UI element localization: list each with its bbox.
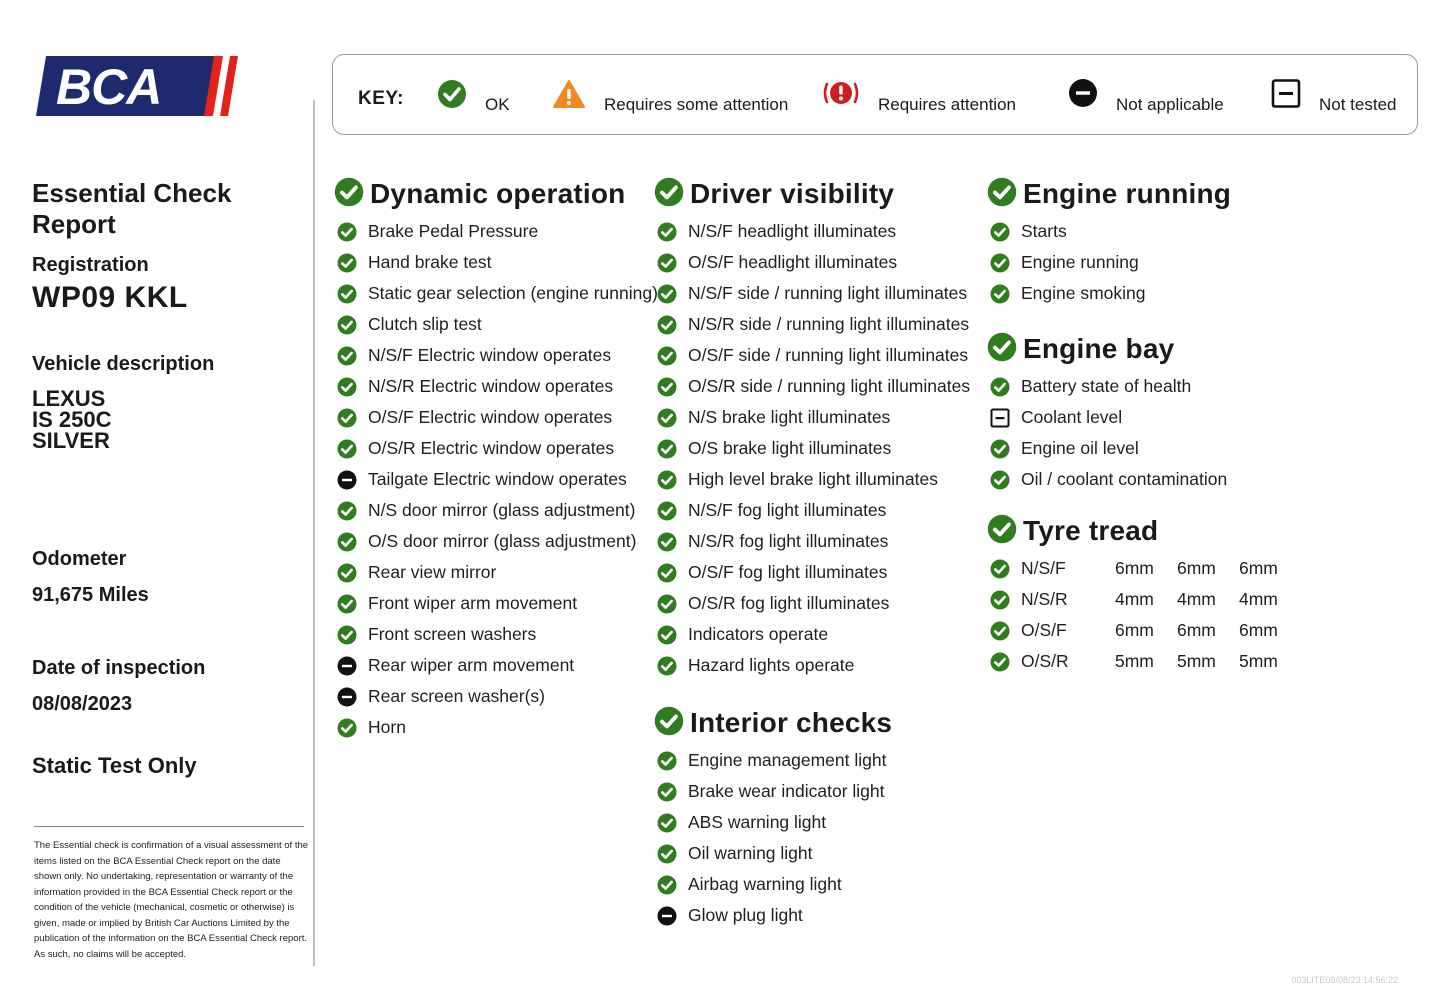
minus-square-icon xyxy=(1271,79,1301,114)
check-item-label: Engine management light xyxy=(688,750,887,770)
check-item xyxy=(654,278,970,309)
check-item-label: Starts xyxy=(1021,221,1067,241)
column-divider xyxy=(313,100,315,966)
check-item xyxy=(334,650,658,681)
inspection-date-label: Date of inspection xyxy=(32,657,206,679)
tyre-position: N/S/R xyxy=(1021,589,1068,609)
tread-depth: 5mm xyxy=(1115,651,1154,671)
check-item xyxy=(654,247,970,278)
check-item xyxy=(654,526,970,557)
check-icon xyxy=(657,625,677,645)
check-item-label: Oil / coolant contamination xyxy=(1021,469,1228,489)
odometer-value: 91,675 Miles xyxy=(32,584,149,606)
check-item xyxy=(654,464,970,495)
check-icon xyxy=(990,377,1010,397)
footer-code: 003LITE08/08/23 14:56:22 xyxy=(1291,975,1398,985)
check-item-label: O/S/F fog light illuminates xyxy=(688,562,888,582)
check-icon xyxy=(657,253,677,273)
disclaimer-text: The Essential check is confirmation of a visual assessment of the items listed on the BCA Essential Check report on the date shown only. No undertaking, representation or warranty of the information provided in the BCA Essential Check report or the condition of the vehicle (mechanical, cosmetic or otherwise) is given, made or implied by British Car Auctions Limited by the publication of the information on the BCA Essential Check report. As such, no claims will be accepted. xyxy=(34,840,309,960)
check-item-label: N/S/F side / running light illuminates xyxy=(688,283,968,303)
item-list xyxy=(987,371,1227,495)
check-item-label: Front screen washers xyxy=(368,624,537,644)
section-dynamic-operation xyxy=(334,176,658,743)
odometer-label: Odometer xyxy=(32,548,127,570)
key-ok-label: OK xyxy=(485,94,510,114)
section-engine-bay xyxy=(987,331,1227,495)
check-item xyxy=(334,712,658,743)
check-icon xyxy=(990,652,1010,672)
check-item-label: Engine running xyxy=(1021,252,1139,272)
check-item xyxy=(654,309,970,340)
check-icon xyxy=(337,222,357,242)
check-item xyxy=(654,495,970,526)
warning-triangle-icon xyxy=(552,79,586,114)
alert-circle-icon xyxy=(822,79,860,114)
tread-depth: 4mm xyxy=(1115,589,1154,609)
check-item xyxy=(334,433,658,464)
check-item xyxy=(334,464,658,495)
check-icon xyxy=(657,751,677,771)
svg-text:BCA: BCA xyxy=(56,59,162,115)
tyre-row xyxy=(987,553,1301,584)
check-item-label: Engine oil level xyxy=(1021,438,1139,458)
check-item-label: O/S/R fog light illuminates xyxy=(688,593,890,613)
section-engine-running xyxy=(987,176,1231,309)
check-item xyxy=(654,776,892,807)
status-key xyxy=(332,54,1418,135)
check-item-label: O/S/R Electric window operates xyxy=(368,438,615,458)
tread-depth: 6mm xyxy=(1239,620,1278,640)
minus-circle-icon xyxy=(337,687,357,707)
inspection-date-value: 08/08/2023 xyxy=(32,693,133,715)
item-list xyxy=(987,216,1231,309)
check-item-label: N/S/R side / running light illuminates xyxy=(688,314,970,334)
check-icon xyxy=(337,501,357,521)
check-icon xyxy=(337,377,357,397)
tyre-position: O/S/R xyxy=(1021,651,1069,671)
check-item-label: N/S brake light illuminates xyxy=(688,407,891,427)
section-title: Interior checks xyxy=(690,707,893,738)
check-item-label: N/S/F fog light illuminates xyxy=(688,500,887,520)
check-icon xyxy=(437,79,467,114)
check-icon xyxy=(337,594,357,614)
check-item xyxy=(334,402,658,433)
check-item-label: Clutch slip test xyxy=(368,314,482,334)
check-item xyxy=(654,402,970,433)
check-icon xyxy=(337,408,357,428)
check-icon xyxy=(657,563,677,583)
check-item-label: Tailgate Electric window operates xyxy=(368,469,627,489)
check-item xyxy=(654,745,892,776)
key-not-tested xyxy=(1271,79,1397,114)
key-not-tested-label: Not tested xyxy=(1319,94,1397,114)
check-icon xyxy=(337,284,357,304)
check-item-label: O/S door mirror (glass adjustment) xyxy=(368,531,637,551)
section-title: Dynamic operation xyxy=(370,178,626,209)
check-icon xyxy=(657,315,677,335)
check-item xyxy=(987,216,1231,247)
minus-circle-icon xyxy=(337,470,357,490)
tyre-list xyxy=(987,553,1301,677)
check-item xyxy=(654,900,892,931)
check-item xyxy=(334,495,658,526)
item-list xyxy=(654,216,970,681)
key-attention xyxy=(822,79,1016,114)
section-title: Tyre tread xyxy=(1023,515,1159,546)
check-icon xyxy=(990,621,1010,641)
check-item-label: Hand brake test xyxy=(368,252,492,272)
check-item xyxy=(334,619,658,650)
check-icon xyxy=(990,559,1010,579)
minus-circle-icon xyxy=(657,906,677,926)
check-item-label: Rear wiper arm movement xyxy=(368,655,575,675)
vehicle-description-label: Vehicle description xyxy=(32,353,215,375)
check-icon xyxy=(337,532,357,552)
section-title: Engine running xyxy=(1023,178,1232,209)
check-icon xyxy=(990,470,1010,490)
check-item-label: Hazard lights operate xyxy=(688,655,855,675)
check-item xyxy=(654,588,970,619)
check-item xyxy=(987,247,1231,278)
item-list xyxy=(334,216,658,743)
check-item-label: O/S/F side / running light illuminates xyxy=(688,345,969,365)
tyre-row xyxy=(987,646,1301,677)
check-icon xyxy=(657,346,677,366)
vehicle-colour: SILVER xyxy=(32,428,110,453)
check-icon xyxy=(657,408,677,428)
key-attention-label: Requires attention xyxy=(878,94,1016,114)
bca-logo xyxy=(34,52,240,120)
check-icon xyxy=(657,284,677,304)
check-item xyxy=(654,619,970,650)
key-ok xyxy=(437,79,510,114)
check-item xyxy=(987,278,1231,309)
check-item xyxy=(654,216,970,247)
check-icon xyxy=(337,439,357,459)
minus-square-icon xyxy=(990,408,1010,428)
check-icon xyxy=(990,284,1010,304)
check-item xyxy=(334,247,658,278)
check-item xyxy=(654,557,970,588)
check-item xyxy=(654,340,970,371)
check-icon xyxy=(657,875,677,895)
check-icon xyxy=(657,470,677,490)
tyre-position: N/S/F xyxy=(1021,558,1066,578)
tread-depth: 5mm xyxy=(1239,651,1278,671)
check-item xyxy=(334,340,658,371)
registration-label: Registration xyxy=(32,254,149,276)
check-item xyxy=(987,433,1227,464)
section-driver-visibility xyxy=(654,176,970,681)
section-check-icon xyxy=(654,177,684,212)
check-item-label: Rear view mirror xyxy=(368,562,497,582)
tread-depth: 5mm xyxy=(1177,651,1216,671)
vehicle-make: LEXUS xyxy=(32,386,106,411)
check-item-label: Rear screen washer(s) xyxy=(368,686,545,706)
check-item-label: Static gear selection (engine running) xyxy=(368,283,658,303)
section-title: Driver visibility xyxy=(690,178,895,209)
report-title: Essential Check Report xyxy=(32,178,232,239)
minus-circle-icon xyxy=(1068,79,1098,114)
check-item-label: Brake wear indicator light xyxy=(688,781,885,801)
check-item xyxy=(987,464,1227,495)
section-check-icon xyxy=(334,177,364,212)
check-item xyxy=(654,869,892,900)
check-item xyxy=(987,371,1227,402)
tread-depth: 6mm xyxy=(1177,620,1216,640)
check-icon xyxy=(657,377,677,397)
tread-depth: 6mm xyxy=(1115,620,1154,640)
check-item xyxy=(334,557,658,588)
section-tyre-tread xyxy=(987,513,1301,677)
check-item xyxy=(334,309,658,340)
check-item xyxy=(987,402,1227,433)
section-check-icon xyxy=(987,332,1017,367)
check-item-label: N/S door mirror (glass adjustment) xyxy=(368,500,636,520)
check-icon xyxy=(657,532,677,552)
check-item xyxy=(654,433,970,464)
check-item xyxy=(334,681,658,712)
tyre-row xyxy=(987,615,1301,646)
check-item xyxy=(334,371,658,402)
check-icon xyxy=(657,813,677,833)
check-icon xyxy=(337,625,357,645)
tyre-position: O/S/F xyxy=(1021,620,1067,640)
check-item-label: Battery state of health xyxy=(1021,376,1192,396)
check-item-label: O/S/F Electric window operates xyxy=(368,407,613,427)
check-item-label: ABS warning light xyxy=(688,812,827,832)
check-icon xyxy=(657,594,677,614)
check-icon xyxy=(990,253,1010,273)
disclaimer-divider xyxy=(34,826,304,827)
check-icon xyxy=(657,782,677,802)
key-not-applicable-label: Not applicable xyxy=(1116,94,1224,114)
check-icon xyxy=(657,501,677,521)
check-item-label: O/S brake light illuminates xyxy=(688,438,892,458)
registration-value: WP09 KKL xyxy=(32,281,188,314)
check-icon xyxy=(990,439,1010,459)
section-check-icon xyxy=(654,706,684,741)
check-icon xyxy=(337,315,357,335)
tread-depth: 4mm xyxy=(1239,589,1278,609)
check-icon xyxy=(657,844,677,864)
tread-depth: 6mm xyxy=(1239,558,1278,578)
tread-depth: 6mm xyxy=(1177,558,1216,578)
key-not-applicable xyxy=(1068,79,1224,114)
check-icon xyxy=(337,718,357,738)
check-icon xyxy=(657,222,677,242)
check-item-label: O/S/F headlight illuminates xyxy=(688,252,898,272)
vehicle-description xyxy=(32,388,112,451)
section-title: Engine bay xyxy=(1023,333,1175,364)
key-label: KEY: xyxy=(358,88,404,109)
section-interior-checks xyxy=(654,705,892,931)
check-item-label: Oil warning light xyxy=(688,843,813,863)
check-item xyxy=(654,650,970,681)
tread-depth: 4mm xyxy=(1177,589,1216,609)
check-item xyxy=(334,278,658,309)
check-item-label: Engine smoking xyxy=(1021,283,1146,303)
check-item-label: Brake Pedal Pressure xyxy=(368,221,539,241)
check-item-label: Coolant level xyxy=(1021,407,1123,427)
tyre-row xyxy=(987,584,1301,615)
check-item-label: N/S/F Electric window operates xyxy=(368,345,612,365)
check-item-label: N/S/R Electric window operates xyxy=(368,376,614,396)
check-icon xyxy=(657,439,677,459)
item-list xyxy=(654,745,892,931)
check-icon xyxy=(657,656,677,676)
minus-circle-icon xyxy=(337,656,357,676)
check-item-label: Glow plug light xyxy=(688,905,803,925)
section-check-icon xyxy=(987,177,1017,212)
check-icon xyxy=(337,563,357,583)
check-item-label: Airbag warning light xyxy=(688,874,842,894)
check-item-label: N/S/F headlight illuminates xyxy=(688,221,897,241)
check-icon xyxy=(990,222,1010,242)
check-icon xyxy=(990,590,1010,610)
section-check-icon xyxy=(987,514,1017,549)
check-item xyxy=(334,216,658,247)
check-item xyxy=(654,371,970,402)
check-item-label: Indicators operate xyxy=(688,624,829,644)
check-icon xyxy=(337,346,357,366)
static-test-note: Static Test Only xyxy=(32,753,197,778)
vehicle-model: IS 250C xyxy=(32,407,112,432)
check-item-label: Horn xyxy=(368,717,406,737)
key-some-attention-label: Requires some attention xyxy=(604,94,789,114)
check-item xyxy=(654,838,892,869)
tread-depth: 6mm xyxy=(1115,558,1154,578)
check-icon xyxy=(337,253,357,273)
check-item xyxy=(654,807,892,838)
check-item-label: Front wiper arm movement xyxy=(368,593,578,613)
check-item-label: High level brake light illuminates xyxy=(688,469,938,489)
check-item-label: N/S/R fog light illuminates xyxy=(688,531,889,551)
check-item xyxy=(334,588,658,619)
key-some-attention xyxy=(552,79,788,114)
check-item-label: O/S/R side / running light illuminates xyxy=(688,376,971,396)
check-item xyxy=(334,526,658,557)
